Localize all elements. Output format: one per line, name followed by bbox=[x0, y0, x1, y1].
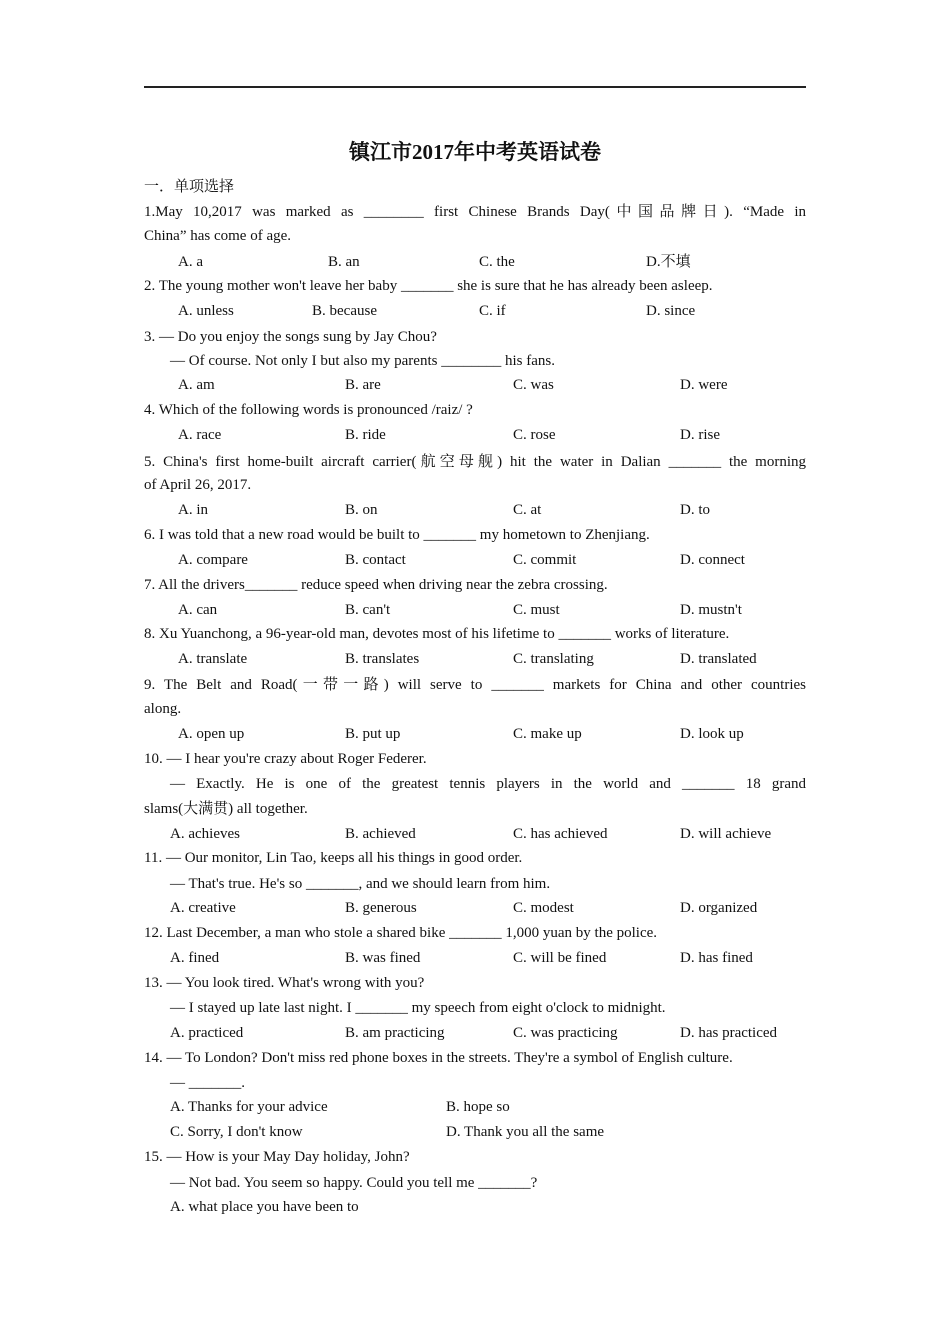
question-7-line-1: 7. All the drivers_______ reduce speed when driving near the zebra crossing. bbox=[144, 577, 608, 593]
question-6-line-1: 6. I was told that a new road would be built to _______ my hometown to Zhenjiang. bbox=[144, 527, 650, 543]
q7-option-a: A. can bbox=[178, 602, 218, 618]
q14-option-a: A. Thanks for your advice bbox=[170, 1099, 328, 1115]
q11-option-b: B. generous bbox=[345, 900, 417, 916]
page-title: 镇江市2017年中考英语试卷 bbox=[349, 140, 601, 164]
q2-option-d: D. since bbox=[646, 303, 696, 319]
question-11-line-2: — That's true. He's so _______, and we should learn from him. bbox=[170, 876, 551, 892]
q6-option-d: D. connect bbox=[680, 552, 745, 568]
question-10-line-1: 10. — I hear you're crazy about Roger Federer. bbox=[144, 751, 427, 767]
question-13-line-1: 13. — You look tired. What's wrong with you? bbox=[144, 975, 425, 991]
question-10-line-2: — Exactly. He is one of the greatest tennis players in the world and _______ 18 grand bbox=[170, 776, 806, 792]
q12-option-d: D. has fined bbox=[680, 950, 753, 966]
q4-option-d: D. rise bbox=[680, 427, 720, 443]
question-2-line-1: 2. The young mother won't leave her baby _______ she is sure that he has already been asleep. bbox=[144, 278, 713, 294]
q11-option-c: C. modest bbox=[513, 900, 574, 916]
q8-option-d: D. translated bbox=[680, 651, 757, 667]
question-3-line-2: — Of course. Not only I but also my parents ________ his fans. bbox=[170, 353, 555, 369]
q8-option-b: B. translates bbox=[345, 651, 420, 667]
q13-option-b: B. am practicing bbox=[345, 1025, 445, 1041]
question-8-line-1: 8. Xu Yuanchong, a 96-year-old man, devotes most of his lifetime to _______ works of literature. bbox=[144, 626, 730, 642]
q10-option-a: A. achieves bbox=[170, 826, 240, 842]
q4-option-a: A. race bbox=[178, 427, 222, 443]
question-12-line-1: 12. Last December, a man who stole a shared bike _______ 1,000 yuan by the police. bbox=[144, 925, 658, 941]
q5-option-a: A. in bbox=[178, 502, 208, 518]
question-13-line-2: — I stayed up late last night. I _______ my speech from eight o'clock to midnight. bbox=[170, 1000, 666, 1016]
q3-option-b: B. are bbox=[345, 377, 381, 393]
question-1-line-2: China” has come of age. bbox=[144, 228, 292, 244]
q15-option-a: A. what place you have been to bbox=[170, 1199, 359, 1215]
question-15-line-2: — Not bad. You seem so happy. Could you tell me _______? bbox=[170, 1175, 538, 1191]
q9-option-d: D. look up bbox=[680, 726, 744, 742]
q7-option-d: D. mustn't bbox=[680, 602, 742, 618]
q1-option-d: D.不填 bbox=[646, 254, 691, 270]
q11-option-d: D. organized bbox=[680, 900, 758, 916]
question-4-line-1: 4. Which of the following words is pronounced /raiz/ ? bbox=[144, 402, 473, 418]
section-heading: 一．单项选择 bbox=[144, 179, 235, 195]
q8-option-a: A. translate bbox=[178, 651, 248, 667]
q4-option-b: B. ride bbox=[345, 427, 386, 443]
q7-option-c: C. must bbox=[513, 602, 560, 618]
q14-option-c: C. Sorry, I don't know bbox=[170, 1124, 303, 1140]
q3-option-c: C. was bbox=[513, 377, 554, 393]
q1-option-b: B. an bbox=[328, 254, 360, 270]
q5-option-d: D. to bbox=[680, 502, 710, 518]
question-5-line-2: of April 26, 2017. bbox=[144, 477, 252, 493]
q5-option-b: B. on bbox=[345, 502, 378, 518]
q8-option-c: C. translating bbox=[513, 651, 594, 667]
q2-option-c: C. if bbox=[479, 303, 506, 319]
question-9-line-2: along. bbox=[144, 701, 182, 717]
q12-option-b: B. was fined bbox=[345, 950, 421, 966]
q13-option-a: A. practiced bbox=[170, 1025, 244, 1041]
q6-option-b: B. contact bbox=[345, 552, 406, 568]
question-9-line-1: 9. The Belt and Road(一带一路) will serve to _______ markets for China and other countries bbox=[144, 677, 806, 693]
q1-option-c: C. the bbox=[479, 254, 515, 270]
q12-option-a: A. fined bbox=[170, 950, 220, 966]
q2-option-b: B. because bbox=[312, 303, 377, 319]
q2-option-a: A. unless bbox=[178, 303, 234, 319]
question-15-line-1: 15. — How is your May Day holiday, John? bbox=[144, 1149, 410, 1165]
q13-option-c: C. was practicing bbox=[513, 1025, 618, 1041]
q3-option-d: D. were bbox=[680, 377, 728, 393]
q6-option-a: A. compare bbox=[178, 552, 248, 568]
q10-option-d: D. will achieve bbox=[680, 826, 772, 842]
header-rule bbox=[144, 86, 806, 88]
q10-option-b: B. achieved bbox=[345, 826, 416, 842]
q10-option-c: C. has achieved bbox=[513, 826, 608, 842]
question-10-line-3: slams(大满贯) all together. bbox=[144, 801, 308, 817]
question-14-line-1: 14. — To London? Don't miss red phone boxes in the streets. They're a symbol of English culture. bbox=[144, 1050, 733, 1066]
q14-option-d: D. Thank you all the same bbox=[446, 1124, 605, 1140]
q12-option-c: C. will be fined bbox=[513, 950, 607, 966]
q5-option-c: C. at bbox=[513, 502, 542, 518]
question-3-line-1: 3. — Do you enjoy the songs sung by Jay Chou? bbox=[144, 329, 437, 345]
q9-option-c: C. make up bbox=[513, 726, 582, 742]
q1-option-a: A. a bbox=[178, 254, 203, 270]
q14-option-b: B. hope so bbox=[446, 1099, 510, 1115]
q11-option-a: A. creative bbox=[170, 900, 236, 916]
q9-option-a: A. open up bbox=[178, 726, 245, 742]
question-11-line-1: 11. — Our monitor, Lin Tao, keeps all his things in good order. bbox=[144, 850, 523, 866]
q7-option-b: B. can't bbox=[345, 602, 391, 618]
question-1-line-1: 1.May 10,2017 was marked as ________ first Chinese Brands Day(中国品牌日). “Made in bbox=[144, 204, 806, 220]
q4-option-c: C. rose bbox=[513, 427, 556, 443]
question-5-line-1: 5. China's first home-built aircraft carrier(航空母舰) hit the water in Dalian _______ the morning bbox=[144, 454, 806, 470]
q9-option-b: B. put up bbox=[345, 726, 401, 742]
q3-option-a: A. am bbox=[178, 377, 215, 393]
question-14-line-2: — _______. bbox=[170, 1075, 245, 1091]
q13-option-d: D. has practiced bbox=[680, 1025, 778, 1041]
q6-option-c: C. commit bbox=[513, 552, 577, 568]
